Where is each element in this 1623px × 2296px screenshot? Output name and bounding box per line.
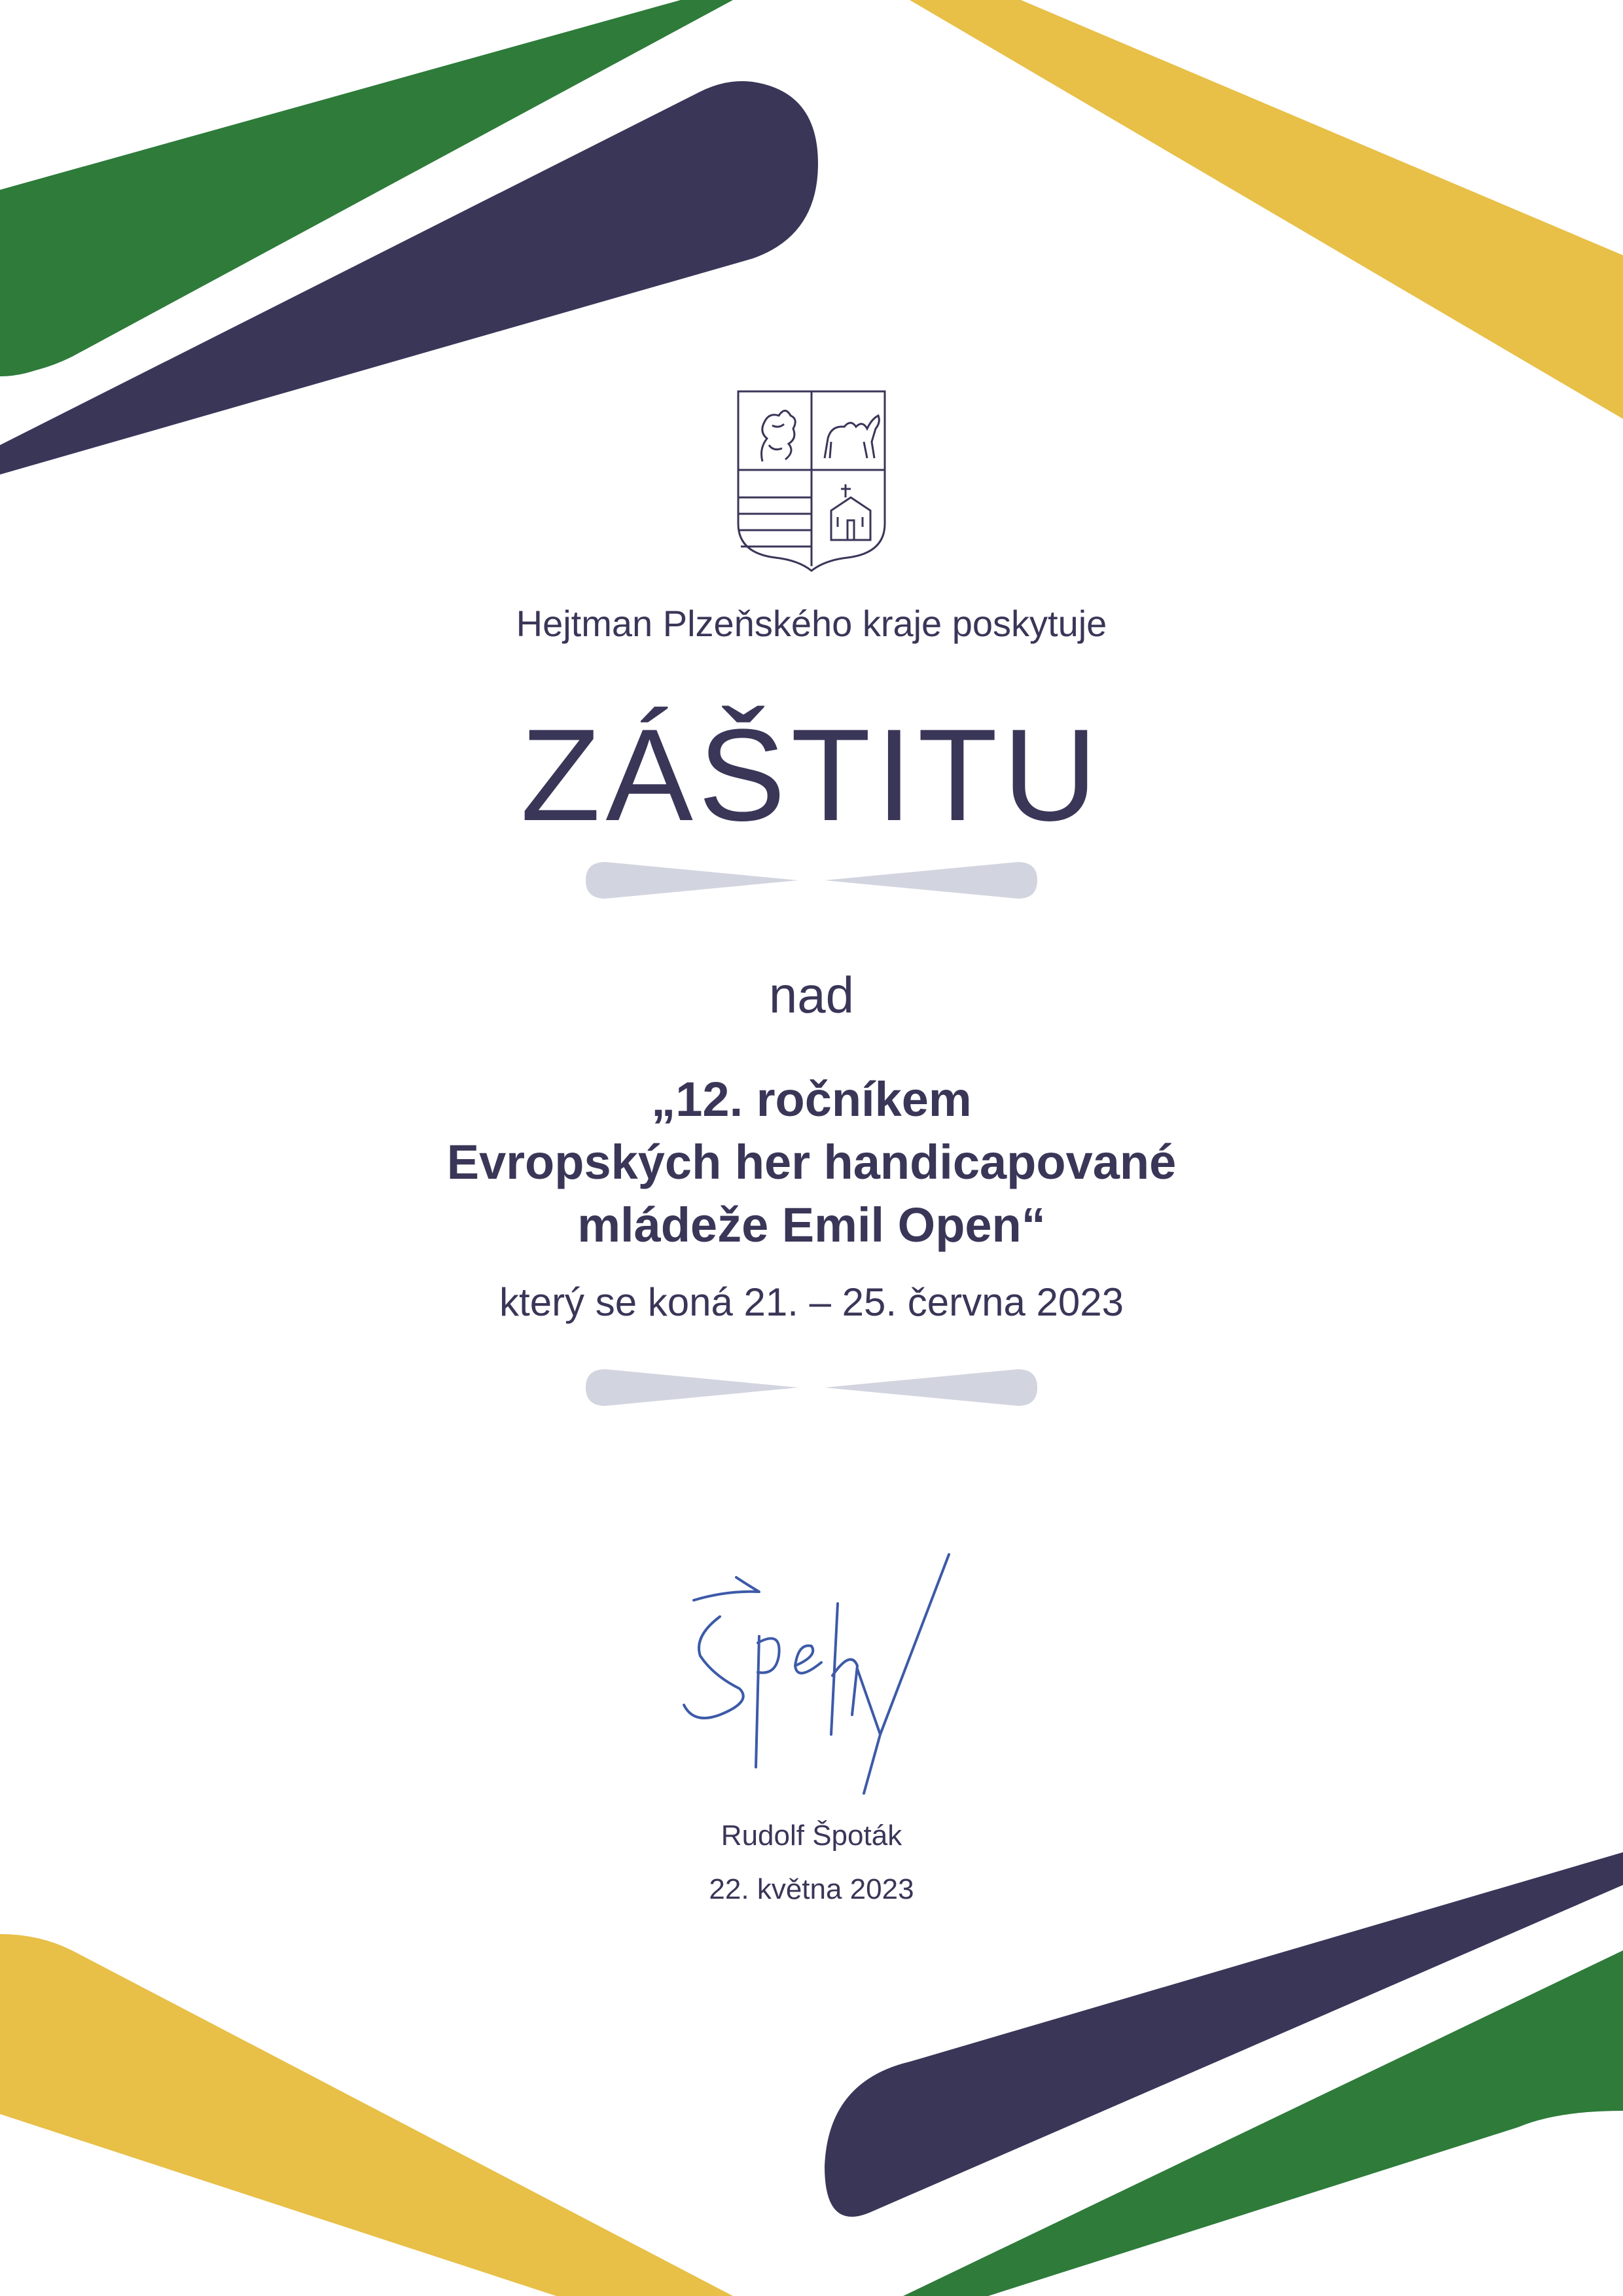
- intro-text: Hejtman Plzeňského kraje poskytuje: [516, 603, 1107, 644]
- event-line-2: Evropských her handicapované: [446, 1135, 1177, 1189]
- over-text: nad: [768, 966, 855, 1024]
- separator-top: [586, 857, 1037, 903]
- event-line-3: mládeže Emil Open“: [577, 1198, 1046, 1252]
- signed-date: 22. května 2023: [709, 1873, 914, 1905]
- page-title: ZÁŠTITU: [520, 702, 1103, 848]
- coat-of-arms-icon: [733, 386, 890, 576]
- yellow-swoosh-bottom-left: [0, 1934, 733, 2296]
- event-name: [0, 1068, 1623, 1257]
- event-line-1: „12. ročníkem: [651, 1072, 972, 1126]
- yellow-swoosh-top-right: [910, 0, 1623, 419]
- handwritten-signature-icon: [681, 1551, 975, 1800]
- signer-name: Rudolf Špoták: [721, 1820, 902, 1852]
- separator-bottom: [586, 1365, 1037, 1410]
- event-date: který se koná 21. – 25. června 2023: [499, 1280, 1124, 1324]
